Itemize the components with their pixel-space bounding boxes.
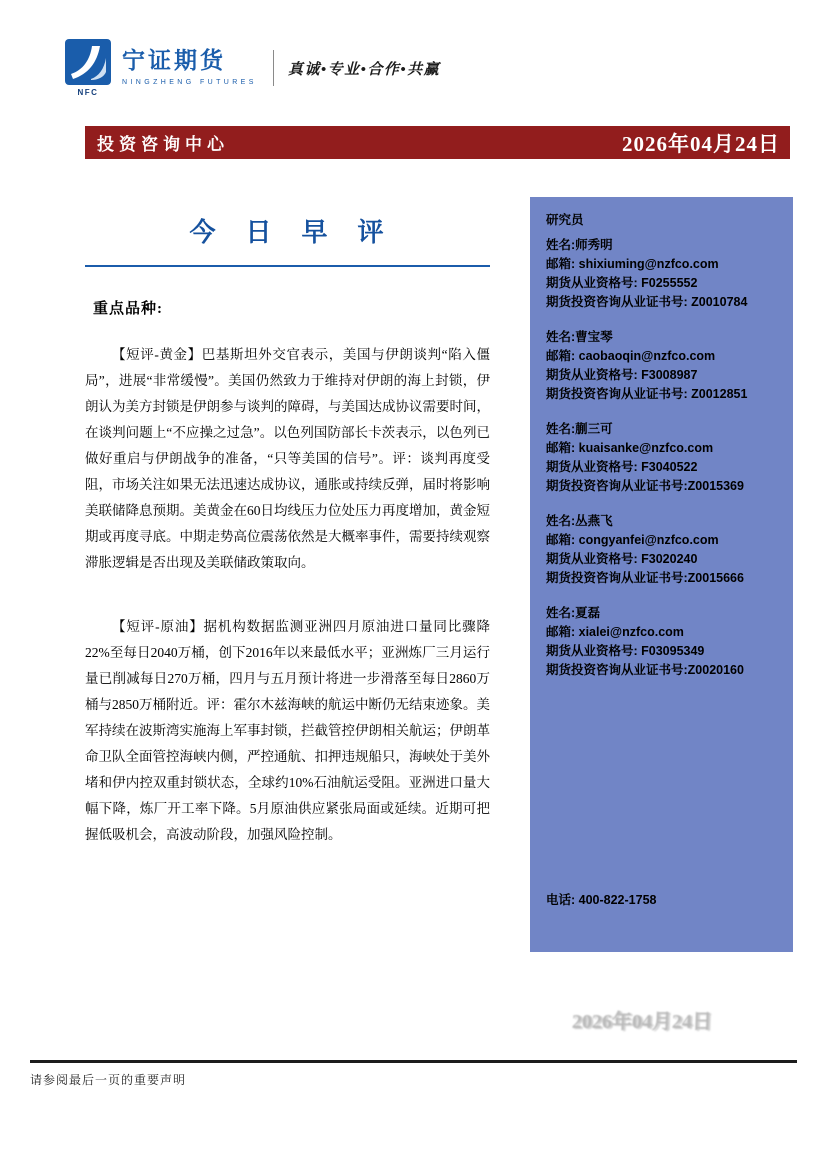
researcher-email: 邮箱: xialei@nzfco.com [546,625,684,639]
researcher-email: 邮箱: caobaoqin@nzfco.com [546,349,716,363]
oil-commentary: 【短评-原油】据机构数据监测亚洲四月原油进口量同比骤降22%至每日2040万桶，创下2016年以来最低水平；亚洲炼厂三月运行量已削减每日270万桶，四月与五月预计将进一步滑落至每日2860万桶与2850万桶附近。评：霍尔木兹海峡的航运中断仍无结束迹象。美军持续在波斯湾实施海上军事封锁，拦截管控伊朗相关航运；伊朗革命卫队全面管控海峡内侧，严控通航、扣押违规船只，海峡处于美外堵和伊内控双重封锁状态，全球约10%石油航运受阻。亚洲进口量大幅下降，炼厂开工率下降。5月原油供应紧张局面或延续。近期可把握低吸机会，高波动阶段，加强风险控制。 [85,619,490,842]
department-name: 投资咨询中心 [97,135,229,154]
researcher-license: 期货从业资格号: F3008987 [546,368,698,382]
department-bar [85,126,790,159]
researcher-name: 姓名:夏磊 [546,606,601,620]
brand-tagline: 真诚•专业•合作•共赢 [287,62,441,78]
researcher-advisor-license: 期货投资咨询从业证书号:Z0015369 [546,479,744,493]
company-logo [64,38,257,97]
researcher-card [546,512,777,588]
researcher-name: 姓名:曹宝琴 [546,330,613,344]
date-watermark: 2026年04月24日 [571,1011,713,1033]
contact-phone: 电话: 400-822-1758 [546,893,657,907]
disclaimer-note: 请参阅最后一页的重要声明 [30,1073,187,1087]
gold-commentary: 【短评-黄金】巴基斯坦外交官表示，美国与伊朗谈判“陷入僵局”，进展“非常缓慢”。美国仍然致力于维持对伊朗的海上封锁，伊朗认为美方封锁是伊朗参与谈判的障碍，与美国达成协议需要时间，在谈判问题上“不应操之过急”。以色列国防部长卡茨表示，以色列已做好重启与伊朗战争的准备，“只等美国的信号”。评：谈判再度受阻，市场关注如果无法迅速达成协议，通胀或持续反弹，届时将影响美联储降息预期。美黄金在60日均线压力位处压力再度增加，黄金短期或再度寻底。中期走势高位震荡依然是大概率事件，需要持续观察滞胀逻辑是否出现及美联储政策取向。 [85,347,490,570]
researcher-card [546,604,777,680]
researcher-email: 邮箱: kuaisanke@nzfco.com [546,441,714,455]
brand-name-cn: 宁证期货 [122,48,226,73]
title-rule [85,265,490,267]
report-body [85,198,490,886]
researcher-license: 期货从业资格号: F03095349 [546,644,705,658]
logo-icon-wrap [64,38,112,97]
brand-header [64,38,440,97]
brand-text [122,38,257,86]
nfc-logo-icon [64,38,112,86]
report-title: 今 日 早 评 [189,218,386,247]
researcher-advisor-license: 期货投资咨询从业证书号:Z0015666 [546,571,744,585]
researcher-name: 姓名:师秀明 [546,238,613,252]
page-footer [30,1060,797,1088]
report-date: 2026年04月24日 [622,131,780,156]
brand-name-en: NINGZHENG FUTURES [122,79,257,86]
researcher-card [546,420,777,496]
researcher-name: 姓名:蒯三可 [546,422,613,436]
researcher-advisor-license: 期货投资咨询从业证书号:Z0020160 [546,663,744,677]
researcher-name: 姓名:丛燕飞 [546,514,613,528]
researcher-advisor-license: 期货投资咨询从业证书号: Z0012851 [546,387,748,401]
sidebar-spacer [546,696,777,891]
researchers-heading: 研究员 [546,213,584,227]
footer-rule [30,1060,797,1063]
researcher-license: 期货从业资格号: F0255552 [546,276,698,290]
section-heading: 重点品种: [93,301,163,317]
logo-nfc-label: NFC [77,88,99,97]
researcher-license: 期货从业资格号: F3040522 [546,460,698,474]
researcher-license: 期货从业资格号: F3020240 [546,552,698,566]
researcher-email: 邮箱: congyanfei@nzfco.com [546,533,719,547]
researchers-panel [530,197,793,952]
researcher-card [546,328,777,404]
researcher-card [546,236,777,312]
researcher-advisor-license: 期货投资咨询从业证书号: Z0010784 [546,295,748,309]
researcher-email: 邮箱: shixiuming@nzfco.com [546,257,719,271]
brand-divider [273,50,274,86]
